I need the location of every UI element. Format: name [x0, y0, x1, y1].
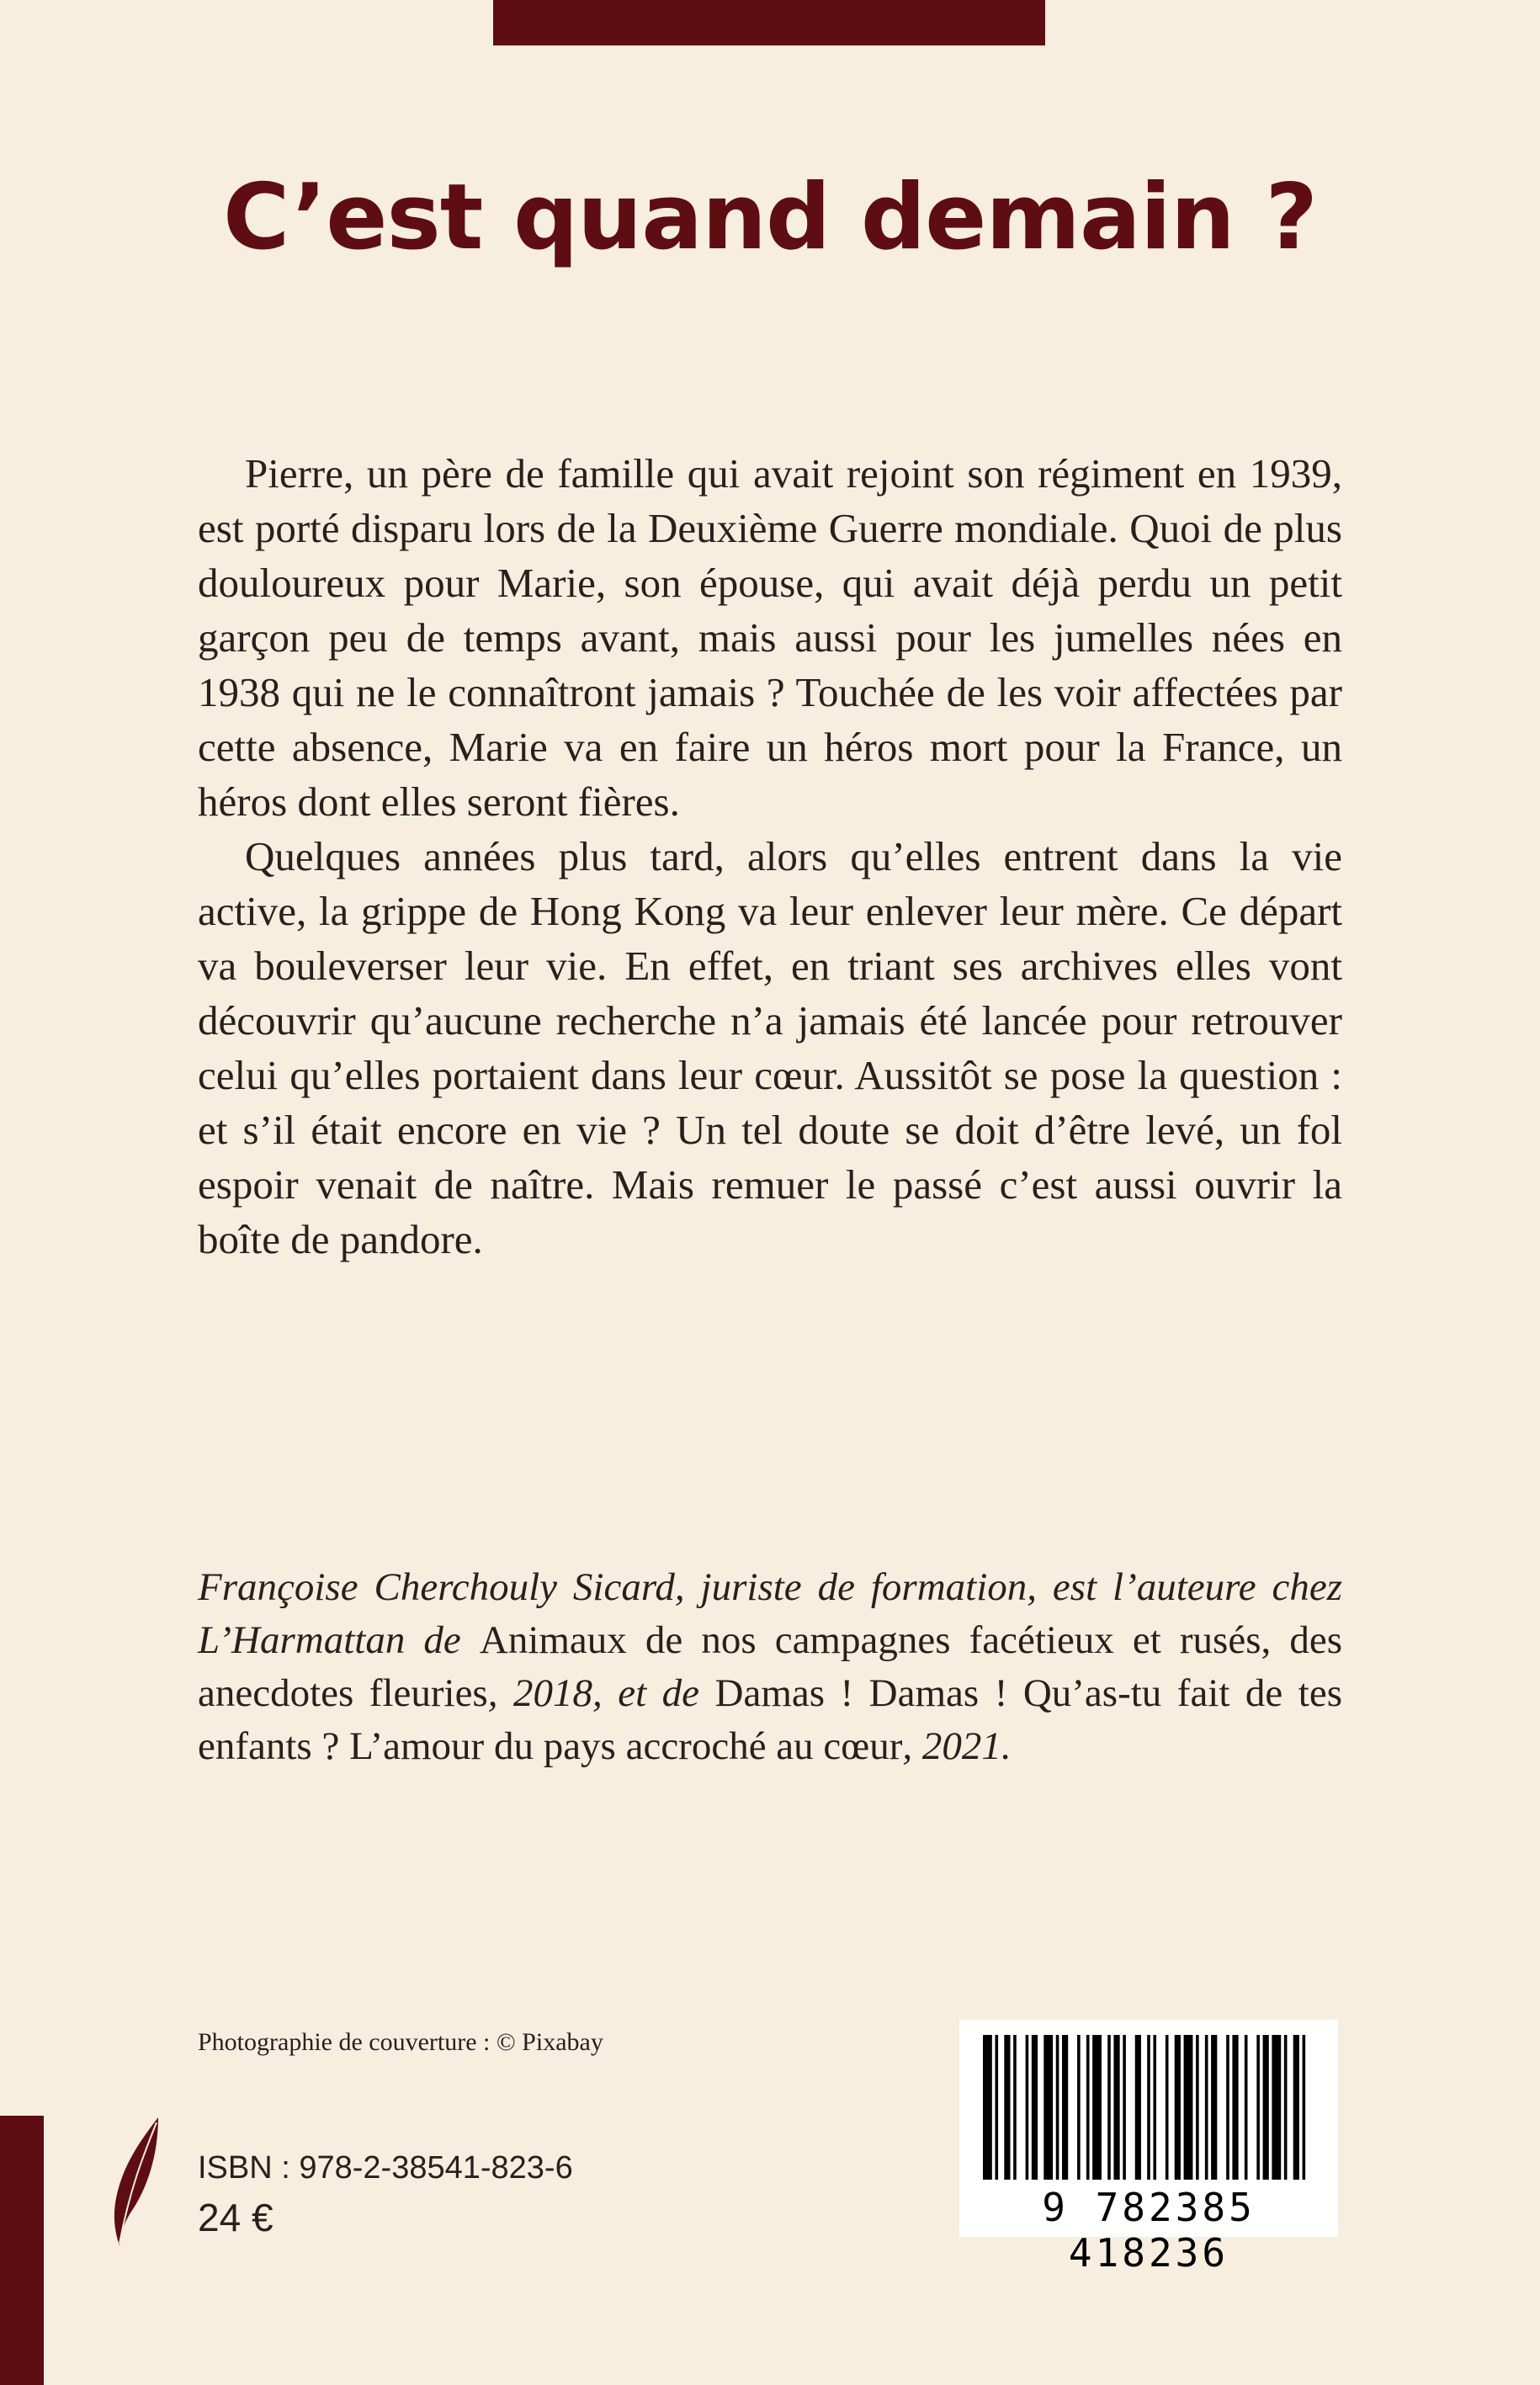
barcode-bar	[1026, 2035, 1029, 2180]
feather-icon	[108, 2114, 168, 2249]
barcode-bar	[1153, 2035, 1156, 2180]
barcode-bar	[1056, 2035, 1059, 2180]
barcode-bar	[995, 2035, 998, 2180]
author-bio	[198, 1561, 1342, 1773]
barcode-bar	[1272, 2035, 1281, 2180]
book-title-ref: Damas ! Damas ! Qu’as-tu fait de tes enfants ? L’amour du pays accroché au cœur	[198, 1671, 1342, 1768]
top-color-band	[493, 0, 1045, 45]
barcode-bar	[1184, 2035, 1193, 2180]
photo-credit: Photographie de couverture : © Pixabay	[198, 2028, 603, 2056]
barcode-bar	[1077, 2035, 1081, 2180]
barcode	[959, 2020, 1338, 2276]
barcode-bar	[1263, 2035, 1269, 2180]
back-cover-blurb	[198, 446, 1342, 1267]
barcode-bar	[1135, 2035, 1141, 2180]
barcode-bar	[1062, 2035, 1068, 2180]
side-color-band	[0, 2116, 44, 2385]
book-title: C’est quand demain ?	[223, 165, 1317, 270]
barcode-bar	[1211, 2035, 1217, 2180]
barcode-bar	[1166, 2035, 1169, 2180]
barcode-bar	[1113, 2035, 1119, 2180]
barcode-bars	[983, 2035, 1314, 2180]
author-bio-text: , 2021.	[902, 1724, 1012, 1768]
barcode-bar	[1032, 2035, 1038, 2180]
isbn-label: ISBN : 978-2-38541-823-6	[198, 2150, 573, 2186]
barcode-bar	[1086, 2035, 1090, 2180]
barcode-bar	[1123, 2035, 1126, 2180]
barcode-bar	[1013, 2035, 1017, 2180]
author-bio-text: Françoise Cherchouly Sicard, juriste de formation, est l’auteure chez L’Harmattan de	[198, 1565, 1342, 1662]
blurb-paragraph: Pierre, un père de famille qui avait rejoint son régiment en 1939, est porté disparu lors de la Deuxième Guerre mondiale. Quoi de plus douloureux pour Marie, son épouse, qui avait déjà perdu un petit garçon peu de temps avant, mais aussi pour les jumelles nées en 1938 qui ne le connaîtront jamais ? Touchée de les voir affectées par cette absence, Marie va en faire un héros mort pour la France, un héros dont elles seront fières.	[198, 450, 1342, 825]
barcode-bar	[1226, 2035, 1229, 2180]
book-title-ref: Animaux de nos campagnes facétieux et rusés, des anecdotes fleuries	[198, 1618, 1342, 1715]
barcode-bar	[1232, 2035, 1238, 2180]
barcode-bar	[1107, 2035, 1111, 2180]
barcode-bar	[983, 2035, 992, 2180]
barcode-bar	[1303, 2035, 1306, 2180]
barcode-bar	[1175, 2035, 1181, 2180]
barcode-digits: 9 782385 418236	[1042, 2185, 1256, 2276]
blurb-paragraph: Quelques années plus tard, alors qu’elles entrent dans la vie active, la grippe de Hong Kong va leur enlever leur mère. Ce départ va bouleverser leur vie. En effet, en triant ses archives elles vont découvrir qu’aucune recherche n’a jamais été lancée pour retrouver celui qu’elles portaient dans leur cœur. Aussitôt se pose la question : et s’il était encore en vie ? Un tel doute se doit d’être levé, un fol espoir venait de naître. Mais remuer le passé c’est aussi ouvrir la boîte de pandore.	[198, 833, 1342, 1262]
barcode-bar	[1205, 2035, 1208, 2180]
barcode-bar	[1147, 2035, 1150, 2180]
barcode-bar	[1293, 2035, 1299, 2180]
barcode-bar	[1092, 2035, 1102, 2180]
barcode-bar	[1256, 2035, 1260, 2180]
barcode-bar	[1004, 2035, 1010, 2180]
author-bio-text: , 2018, et de	[487, 1671, 715, 1715]
barcode-bar	[1245, 2035, 1248, 2180]
barcode-bar	[1196, 2035, 1199, 2180]
price-label: 24 €	[198, 2196, 273, 2239]
barcode-bar	[1284, 2035, 1288, 2180]
barcode-bar	[1043, 2035, 1053, 2180]
